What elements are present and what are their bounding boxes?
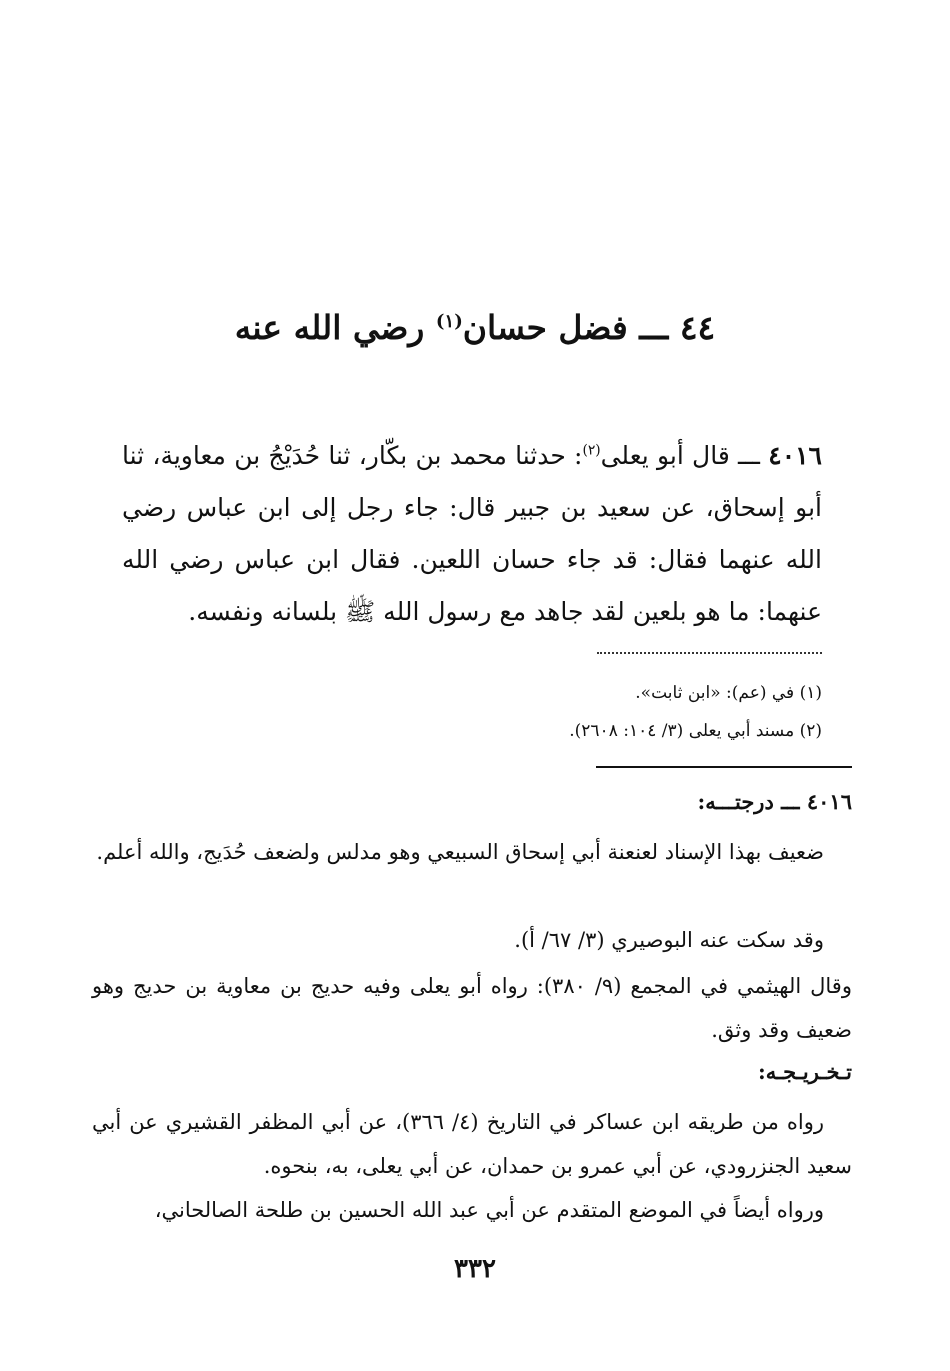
chapter-title [0,300,950,356]
hadith-dash: ـــ [738,441,761,470]
page-number: ٣٣٢ [454,1254,496,1284]
grading-paragraph-2: وقد سكت عنه البوصيري (٣/ ٦٧/ أ). [514,928,824,952]
hadith-number: ٤٠١٦ [768,441,822,470]
chapter-title-text: فضل حسان [462,308,628,347]
hadith-narration: : حدثنا محمد بن بكّار، ثنا حُدَيْجُ بن معاوية، ثنا أبو إسحاق، عن سعيد بن جبير قال: جاء رجل إلى ابن عباس رضي الله عنهما فقال: قد جاء حسان اللعين. فقال ابن عباس رضي الله عنهما: ما هو بلعين لقد جاهد مع رسول الله ﷺ بلسانه ونفسه. [122,441,822,626]
grading-paragraph-3: وقال الهيثمي في المجمع (٩/ ٣٨٠): رواه أبو يعلى وفيه حديج بن معاوية بن حديج وهو ضعيف وقد وثق. [92,974,852,1042]
takhrij-heading: تـخـريـجـه: [757,1059,852,1084]
footnote-separator [597,652,822,654]
takhrij-paragraph-1: رواه من طريقه ابن عساكر في التاريخ (٤/ ٣٦٦)، عن أبي المظفر القشيري عن أبي سعيد الجنزرودي، عن أبي عمرو بن حمدان، عن أبي يعلى، به، بنحوه. [92,1110,852,1178]
footnote-marker-2: (٢) [582,442,601,459]
chapter-dash: ـــ [639,308,669,347]
hadith-narration-start: قال أبو يعلى [600,441,730,470]
chapter-number: ٤٤ [679,308,716,347]
chapter-title-suffix: رضي الله عنه [234,308,425,347]
grading-heading: ٤٠١٦ ـــ درجتـــه: [697,789,852,814]
footnote-marker-1: (١) [435,311,463,332]
grading-paragraph-1: ضعيف بهذا الإسناد لعنعنة أبي إسحاق السبيعي وهو مدلس ولضعف حُدَيج، والله أعلم. [96,840,824,864]
footnote-2: (٢) مسند أبي يعلى (٣/ ١٠٤: ٢٦٠٨). [569,721,822,741]
takhrij-paragraph-2: ورواه أيضاً في الموضع المتقدم عن أبي عبد الله الحسين بن طلحة الصالحاني، [154,1198,824,1222]
section-divider [596,766,852,768]
hadith-text [122,430,822,638]
footnote-1: (١) في (عم): «ابن ثابت». [635,683,822,703]
